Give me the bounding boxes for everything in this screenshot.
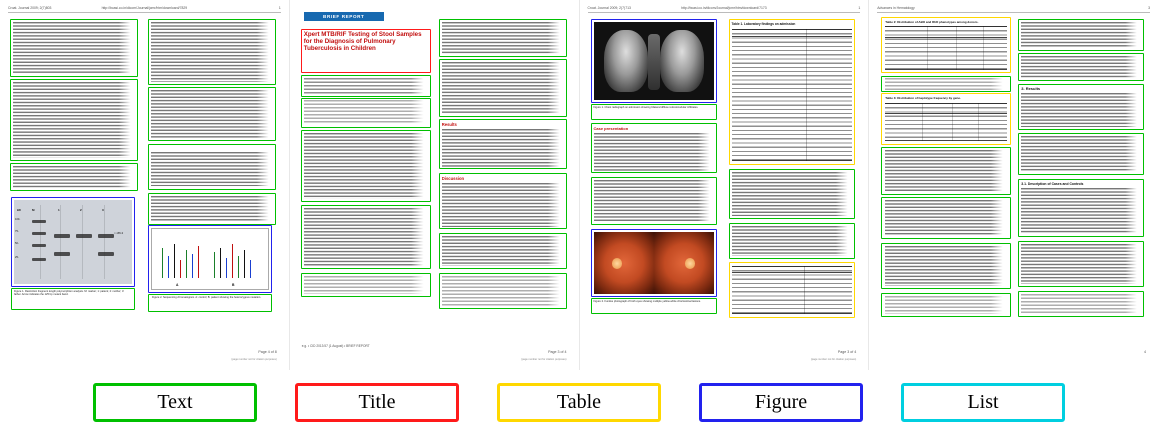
annotation-text [439,273,567,309]
annotation-text [301,205,431,269]
annotation-text [10,163,138,191]
annotation-text [301,98,431,128]
section-heading-results: Results [441,122,457,127]
page-header-right: 1 [858,6,861,10]
chromatogram-panel-label: B [232,283,235,287]
annotation-table [729,262,855,318]
page-header-left: Advances in Hematology [877,6,915,10]
annotation-text [11,288,135,310]
legend-label-table: Table [556,390,602,413]
article-title: Xpert MTB/RIF Testing of Stool Samples for the Diagnosis of Pulmonary Tuberculosis in Children [303,31,422,52]
annotation-text [1018,179,1144,237]
gel-lane-label: 3 [102,208,104,212]
legend-item-text [93,383,257,422]
document-page-4 [868,0,1158,370]
annotation-text [591,104,717,120]
annotation-figure [11,197,135,287]
gel-lane-label: 2 [80,208,82,212]
annotation-text [1018,291,1144,317]
legend-item-table [497,383,661,422]
annotation-text [729,223,855,259]
page-footer: Page 3 of 4 [548,350,567,354]
annotation-text [881,76,1011,92]
page-footer-note: (page number not for citation purposes) [231,358,277,361]
annotation-text [439,59,567,117]
gel-marker-label: 50- [15,242,19,245]
annotation-text [591,177,717,225]
header-rule [588,12,861,13]
annotation-text [881,147,1011,195]
annotation-text [301,130,431,202]
brief-report-banner: BRIEF REPORT [304,12,384,21]
table-caption: Table 1. Laboratory findings on admission [731,22,796,26]
gel-marker-label: 25- [15,256,19,259]
figure-caption: Figure 2. Sequencing chromatogram. A: control; B: patient showing the heterozygous mutation. [152,296,261,299]
annotation-text [148,19,276,85]
annotation-text [591,123,717,173]
annotation-text [148,294,272,312]
document-page-3 [579,0,869,370]
page-footer-note: (page number not for citation purposes) [810,358,857,361]
gel-axis-label: kD [17,208,21,212]
table-caption: Table 3: Distribution of haplotype frequency by gene. [885,96,961,100]
page-header-center: http://bcasi.co.in/dicom/Journal/jcmr/htm/downloard/7173 [681,6,767,10]
gel-lane-label: M [32,208,35,212]
figure-caption: Figure 2. Fundus photograph of both eyes showing multiple yellow-white chorioretinal lesions. [593,300,701,303]
header-rule [877,12,1150,13]
annotation-text [439,173,567,229]
legend-label-list: List [967,390,999,413]
page-header-left: Croat. Journal 2009; 2(7)713 [587,6,631,10]
annotation-text [1018,84,1144,130]
annotation-figure [148,225,272,293]
annotation-text [591,298,717,314]
document-page-2 [289,0,579,370]
annotation-text [10,19,138,77]
annotation-text [1018,19,1144,51]
figure-caption: Figure 1. Restriction fragment length polymorphism analysis. M: marker; 1: patient; 2: mother; 3: father. Arrow indicates the 125 bp mutant band. [14,290,125,297]
document-page-1 [0,0,289,370]
annotation-text [148,87,276,141]
annotation-text [301,75,431,97]
annotation-text [1018,133,1144,175]
legend-label-title: Title [358,390,396,413]
annotation-title [301,29,431,73]
legend-label-text: Text [157,390,193,413]
page-footer-left: e.g. • CID 2013:57 (1 August) • BRIEF REPORT [301,344,370,348]
legend-item-figure [699,383,863,422]
section-heading-results: 3. Results [1021,86,1041,91]
page-header-right: 1 [278,6,281,10]
section-heading-discussion: Discussion [441,176,465,181]
annotation-text [1018,53,1144,81]
page-footer: 4 [1144,350,1146,354]
page-header-right: 3 [1148,6,1150,10]
annotation-figure [591,19,717,103]
annotation-text [881,243,1011,289]
subsection-heading: 3.1. Description of Cases and Controls [1021,182,1084,186]
annotation-text [439,233,567,269]
annotation-text [439,19,567,57]
legend-label-figure: Figure [754,390,808,413]
chromatogram-panel-label: A [176,283,179,287]
annotation-legend [0,370,1158,434]
annotation-text [881,293,1011,317]
gel-lane-label: 1 [58,208,60,212]
annotation-text [729,169,855,219]
annotation-table [881,17,1011,73]
legend-item-title [295,383,459,422]
annotation-text [1018,241,1144,287]
page-header-left: Croat. Journal 2009; 2(7)803 [8,6,52,10]
gel-marker-label: 100- [15,218,21,221]
annotation-table [729,19,855,165]
annotation-text [439,119,567,169]
gel-arrow-annotation: <-165-3 [114,232,124,235]
gel-marker-label: 75- [15,230,19,233]
annotation-text [881,197,1011,239]
page-footer: Page 4 of 8 [258,350,277,354]
page-footer-note: (page number not for citation purposes) [521,358,567,361]
figure-caption: Figure 1. Chest radiograph on admission showing bilateral diffuse reticulonodular infiltrates. [593,106,699,109]
annotation-text [148,193,276,225]
table-caption: Table 2: Distribution of ABO and RhD phenotypes among donors. [885,20,979,24]
annotation-table [881,93,1011,145]
legend-item-list [901,383,1065,422]
annotation-figure [591,229,717,297]
page-header-center: http://bcasi.co.in/dicom/Journal/jcmr/htm/downloard/7829 [101,6,188,10]
annotation-text [148,144,276,190]
annotation-text [301,273,431,297]
annotation-text [10,79,138,161]
section-heading: Case presentation [593,126,629,131]
header-rule [8,12,281,13]
page-footer: Page 3 of 4 [837,350,857,354]
